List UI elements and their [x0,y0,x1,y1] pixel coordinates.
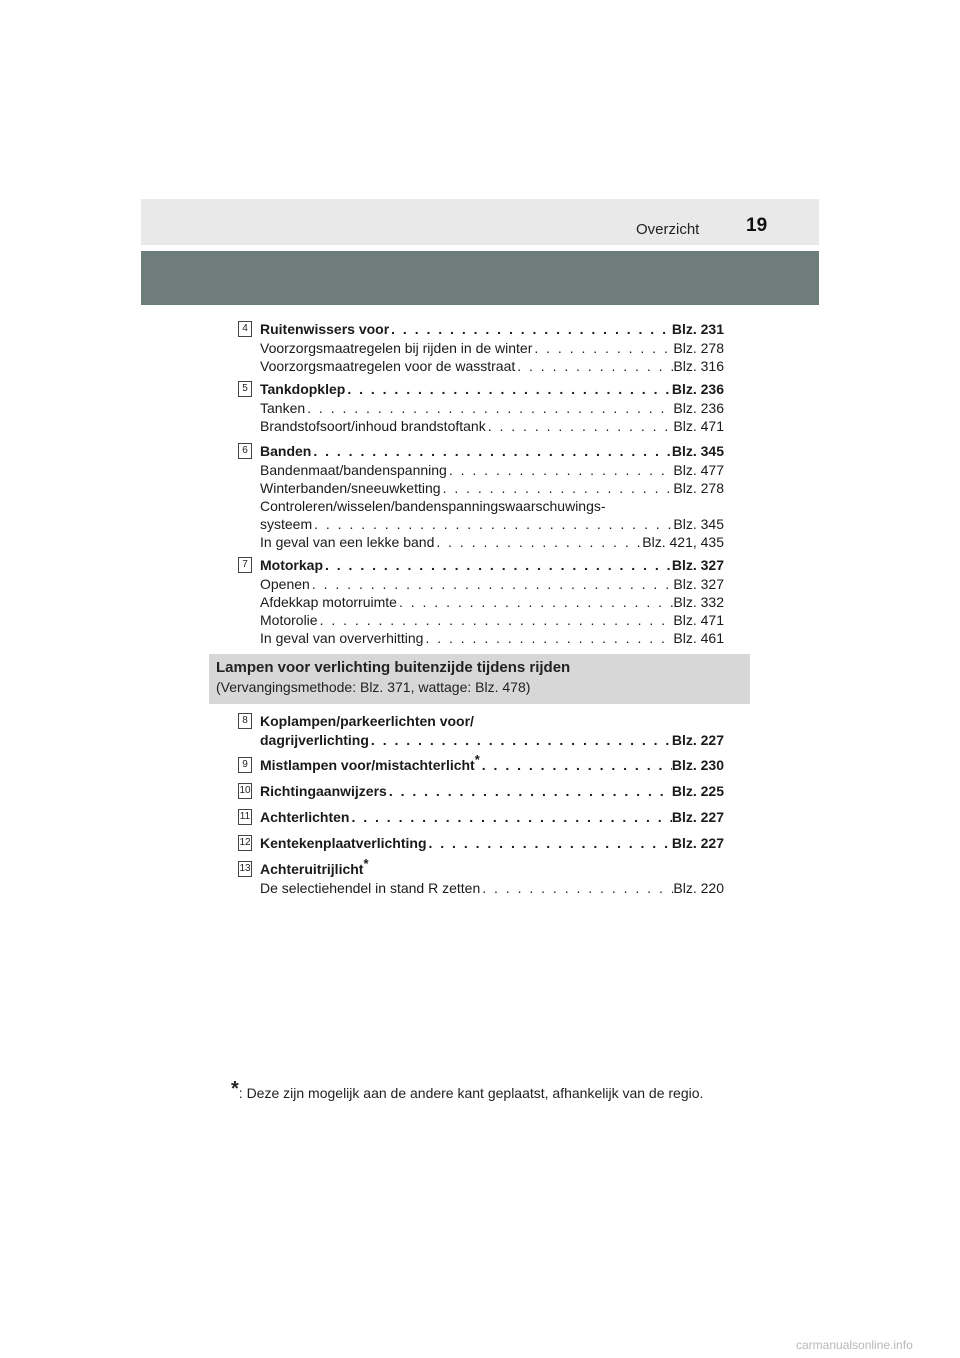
item-number-badge: 12 [238,835,252,851]
footnote [231,1078,703,1101]
page-number: 19 [746,215,768,236]
sub-entry-row [260,575,724,593]
entry-page: Blz. 236 [671,381,724,397]
entry-title: Richtingaanwijzers [260,783,387,799]
lamps-heading-title: Lampen voor verlichting buitenzijde tijdens rijden [216,659,571,676]
sub-entry-label: systeem [260,516,313,532]
entry-title: Kentekenplaatverlichting [260,835,427,851]
leader-dots [349,808,671,826]
leader-dots [311,442,672,460]
item-number-badge: 8 [238,713,252,729]
item-number-badge: 13 [238,861,252,877]
entry-row [260,712,724,730]
entry-page: Blz. 231 [671,321,724,337]
sub-entry-label: In geval van oververhitting [260,630,424,646]
entry-title: Motorkap [260,557,323,573]
item-number-badge: 4 [238,321,252,337]
footnote-text: : Deze zijn mogelijk aan de andere kant geplaatst, afhankelijk van de regio. [238,1085,704,1101]
sub-entry-page: Blz. 477 [673,462,724,478]
entry-row [260,731,724,749]
leader-dots [480,879,673,897]
entry-page: Blz. 327 [671,557,724,573]
sub-entry-page: Blz. 471 [673,612,724,628]
watermark: carmanualsonline.info [796,1338,913,1352]
leader-dots [423,629,673,647]
entry-page: Blz. 345 [671,443,724,459]
leader-dots [480,756,672,774]
sub-entry-label: Brandstofsoort/inhoud brandstoftank [260,418,486,434]
entry-page: Blz. 227 [671,732,724,748]
leader-dots [310,575,674,593]
header-bar [141,199,819,245]
sub-entry-label: Winterbanden/sneeuwketting [260,480,441,496]
entry-title: Achterlichten [260,809,350,825]
entry-title: Mistlampen voor/mistachterlicht [260,757,475,773]
item-number-badge: 11 [238,809,252,825]
sub-entry-row [260,479,724,497]
leader-dots [447,461,674,479]
sub-entry-page: Blz. 278 [673,480,724,496]
item-number-badge: 7 [238,557,252,573]
leader-dots [389,320,672,338]
leader-dots [387,782,672,800]
leader-dots [305,399,673,417]
leader-dots [532,339,673,357]
sub-entry-page: Blz. 327 [673,576,724,592]
sub-entry-page: Blz. 345 [673,516,724,532]
item-number-badge: 6 [238,443,252,459]
sub-entry-row [260,339,724,357]
sub-entry-label: In geval van een lekke band [260,534,435,550]
leader-dots [515,357,673,375]
entry-page: Blz. 225 [671,783,724,799]
leader-dots [441,479,674,497]
entry-title-wrap [260,752,480,774]
sub-entry-label: Voorzorgsmaatregelen bij rijden in de winter [260,340,533,356]
leader-dots [369,731,672,749]
sub-entry-page: Blz. 332 [673,594,724,610]
entry-page: Blz. 230 [671,757,724,773]
leader-dots [397,593,673,611]
footnote-asterisk: * [231,1078,239,1100]
sub-entry-row [260,357,724,375]
header-band [141,251,819,305]
entry-row [260,556,724,574]
asterisk-mark: * [363,856,369,871]
entry-row [260,380,724,398]
leader-dots [486,417,674,435]
sub-entry-row [260,399,724,417]
leader-dots [323,556,672,574]
entry-title: dagrijverlichting [260,732,369,748]
item-number-badge: 5 [238,381,252,397]
entry-row [260,320,724,338]
sub-entry-label: De selectiehendel in stand R zetten [260,880,481,896]
entry-title: Banden [260,443,312,459]
sub-entry-row [260,593,724,611]
entry-row [260,782,724,800]
sub-entry-row [260,417,724,435]
asterisk-mark: * [474,752,480,767]
sub-entry-label: Tanken [260,400,306,416]
leader-dots [345,380,672,398]
sub-entry-page: Blz. 471 [673,418,724,434]
sub-entry-label: Motorolie [260,612,318,628]
sub-entry-label: Bandenmaat/bandenspanning [260,462,447,478]
entry-row [260,808,724,826]
sub-entry-row [260,629,724,647]
sub-entry-row [260,533,724,551]
leader-dots [427,834,672,852]
entry-title: Achteruitrijlicht [260,861,364,877]
sub-entry-row [260,461,724,479]
leader-dots [312,515,673,533]
entry-title-line1: Koplampen/parkeerlichten voor/ [260,713,474,729]
entry-title: Tankdopklep [260,381,346,397]
sub-entry-page: Blz. 316 [673,358,724,374]
sub-entry-label: Voorzorgsmaatregelen voor de wasstraat [260,358,516,374]
entry-title: Ruitenwissers voor [260,321,390,337]
sub-entry-page: Blz. 461 [673,630,724,646]
sub-entry-page: Blz. 236 [673,400,724,416]
entry-row [260,856,724,878]
entry-page: Blz. 227 [671,835,724,851]
leader-dots [434,533,642,551]
entry-row [260,442,724,460]
sub-entry-page: Blz. 278 [673,340,724,356]
sub-entry-label: Openen [260,576,310,592]
lamps-heading-subtitle: (Vervangingsmethode: Blz. 371, wattage: Blz. 478) [216,679,531,695]
entry-page: Blz. 227 [671,809,724,825]
leader-dots [318,611,674,629]
sub-entry-row [260,497,724,515]
entry-row [260,834,724,852]
sub-entry-row [260,879,724,897]
sub-entry-page: Blz. 220 [673,880,724,896]
sub-entry-label: Controleren/wisselen/bandenspanningswaarschuwings- [260,498,606,514]
sub-entry-label: Afdekkap motorruimte [260,594,397,610]
sub-entry-row [260,515,724,533]
item-number-badge: 9 [238,757,252,773]
header-title: Overzicht [636,221,700,238]
sub-entry-page: Blz. 421, 435 [642,534,724,550]
entry-row [260,752,724,774]
item-number-badge: 10 [238,783,252,799]
sub-entry-row [260,611,724,629]
